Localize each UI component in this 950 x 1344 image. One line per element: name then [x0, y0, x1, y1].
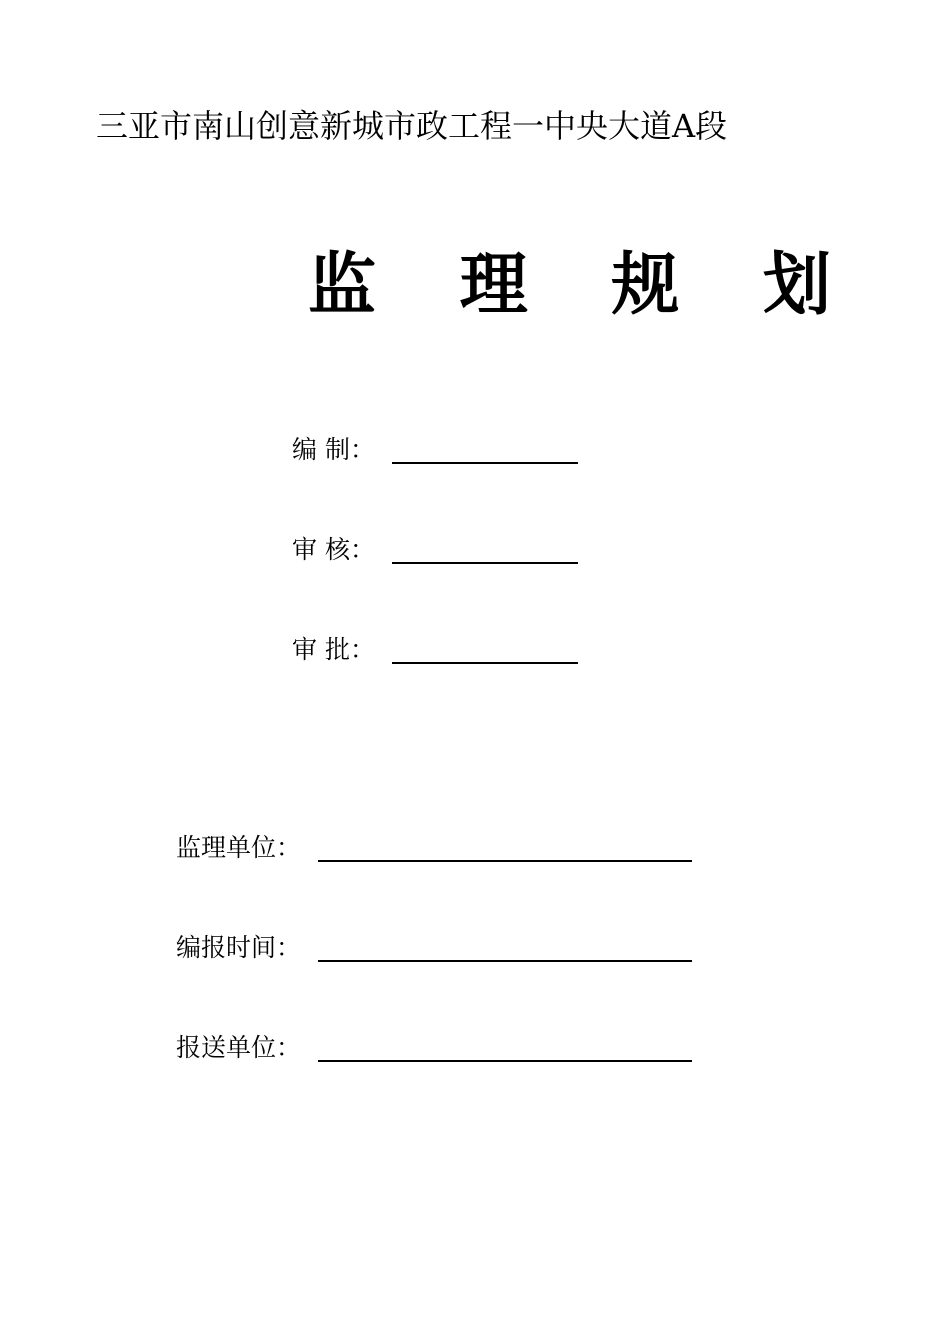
info-row-supervision-unit [176, 824, 692, 864]
compile-signature-line [392, 462, 578, 464]
approve-signature-line [392, 662, 578, 664]
supervision-unit-line [318, 860, 692, 862]
report-time-line [318, 960, 692, 962]
info-row-submission-unit [176, 1024, 692, 1064]
signature-row-compile [292, 426, 578, 466]
main-title: 监 理 规 划 [308, 246, 862, 325]
submission-unit-label: 报送单位： [176, 1033, 302, 1062]
signature-row-approve [292, 626, 578, 666]
project-title: 三亚市南山创意新城市政工程一中央大道A段 [96, 107, 728, 145]
review-label: 审 核： [292, 535, 375, 564]
submission-unit-line [318, 1060, 692, 1062]
report-time-label: 编报时间： [176, 933, 302, 962]
supervision-unit-label: 监理单位： [176, 833, 302, 862]
signature-row-review [292, 526, 578, 566]
approve-label: 审 批： [292, 635, 375, 664]
review-signature-line [392, 562, 578, 564]
compile-label: 编 制： [292, 435, 375, 464]
info-row-report-time [176, 924, 692, 964]
